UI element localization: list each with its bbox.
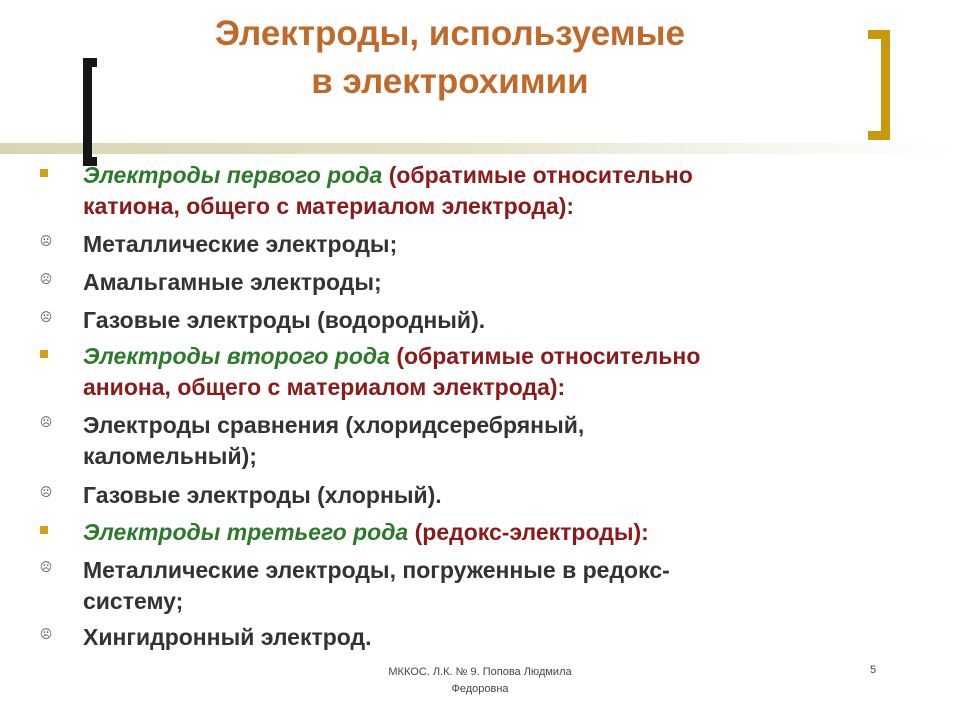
square-bullet-icon [40, 350, 48, 358]
slide-title [130, 10, 770, 106]
frown-bullet-icon: ☹ [39, 415, 53, 429]
frown-bullet-icon: ☹ [39, 272, 53, 286]
list-item [39, 480, 873, 511]
item-text: Хингидронный электрод. [83, 624, 372, 650]
square-bullet-icon [40, 169, 48, 177]
item-text: Газовые электроды (хлорный). [83, 482, 442, 508]
list-item [39, 305, 873, 336]
list-item [39, 410, 873, 472]
slide-title-line-1: Электроды, используемые [215, 14, 685, 53]
item-text: Металлические электроды; [83, 231, 398, 257]
frown-bullet-icon: ☹ [39, 627, 53, 641]
list-item-first-kind [83, 160, 873, 222]
square-bullet-icon [40, 526, 48, 534]
frown-bullet-icon: ☹ [39, 560, 53, 574]
item-detail-line-2: катиона, общего с материалом электрода): [83, 193, 575, 219]
item-text: Газовые электроды (водородный). [83, 307, 486, 333]
item-text: Электроды сравнения (хлоридсеребряный, [83, 412, 585, 438]
item-detail: (редокс-электроды): [414, 519, 649, 545]
item-emphasis: Электроды второго рода [83, 343, 390, 369]
left-bracket-decoration [83, 58, 97, 166]
list-item [39, 229, 873, 260]
page-number: 5 [870, 664, 877, 676]
frown-bullet-icon: ☹ [39, 310, 53, 324]
item-text: Амальгамные электроды; [83, 269, 382, 295]
item-emphasis: Электроды третьего рода [83, 519, 409, 545]
frown-bullet-icon: ☹ [39, 485, 53, 499]
title-underline-band [0, 143, 960, 154]
list-item-second-kind [83, 341, 873, 403]
footer-line-1: МККОС. Л.К. № 9. Попова Людмила [388, 666, 572, 678]
item-text: Металлические электроды, погруженные в редокс- [83, 557, 670, 583]
item-detail-line-2: аниона, общего с материалом электрода): [83, 374, 566, 400]
item-detail: (обратимые относительно [388, 162, 693, 188]
footer-line-2: Федоровна [451, 683, 509, 695]
item-text-line-2: каломельный); [83, 443, 257, 469]
right-bracket-decoration [868, 30, 890, 140]
slide-title-line-2: в электрохимии [311, 62, 589, 101]
list-item [39, 622, 873, 653]
item-text-line-2: систему; [83, 588, 184, 614]
list-item-third-kind [83, 517, 873, 548]
slide-footer [360, 664, 600, 698]
item-emphasis: Электроды первого рода [83, 162, 383, 188]
item-detail: (обратимые относительно [396, 343, 701, 369]
list-item [39, 555, 873, 617]
list-item [39, 267, 873, 298]
frown-bullet-icon: ☹ [39, 234, 53, 248]
